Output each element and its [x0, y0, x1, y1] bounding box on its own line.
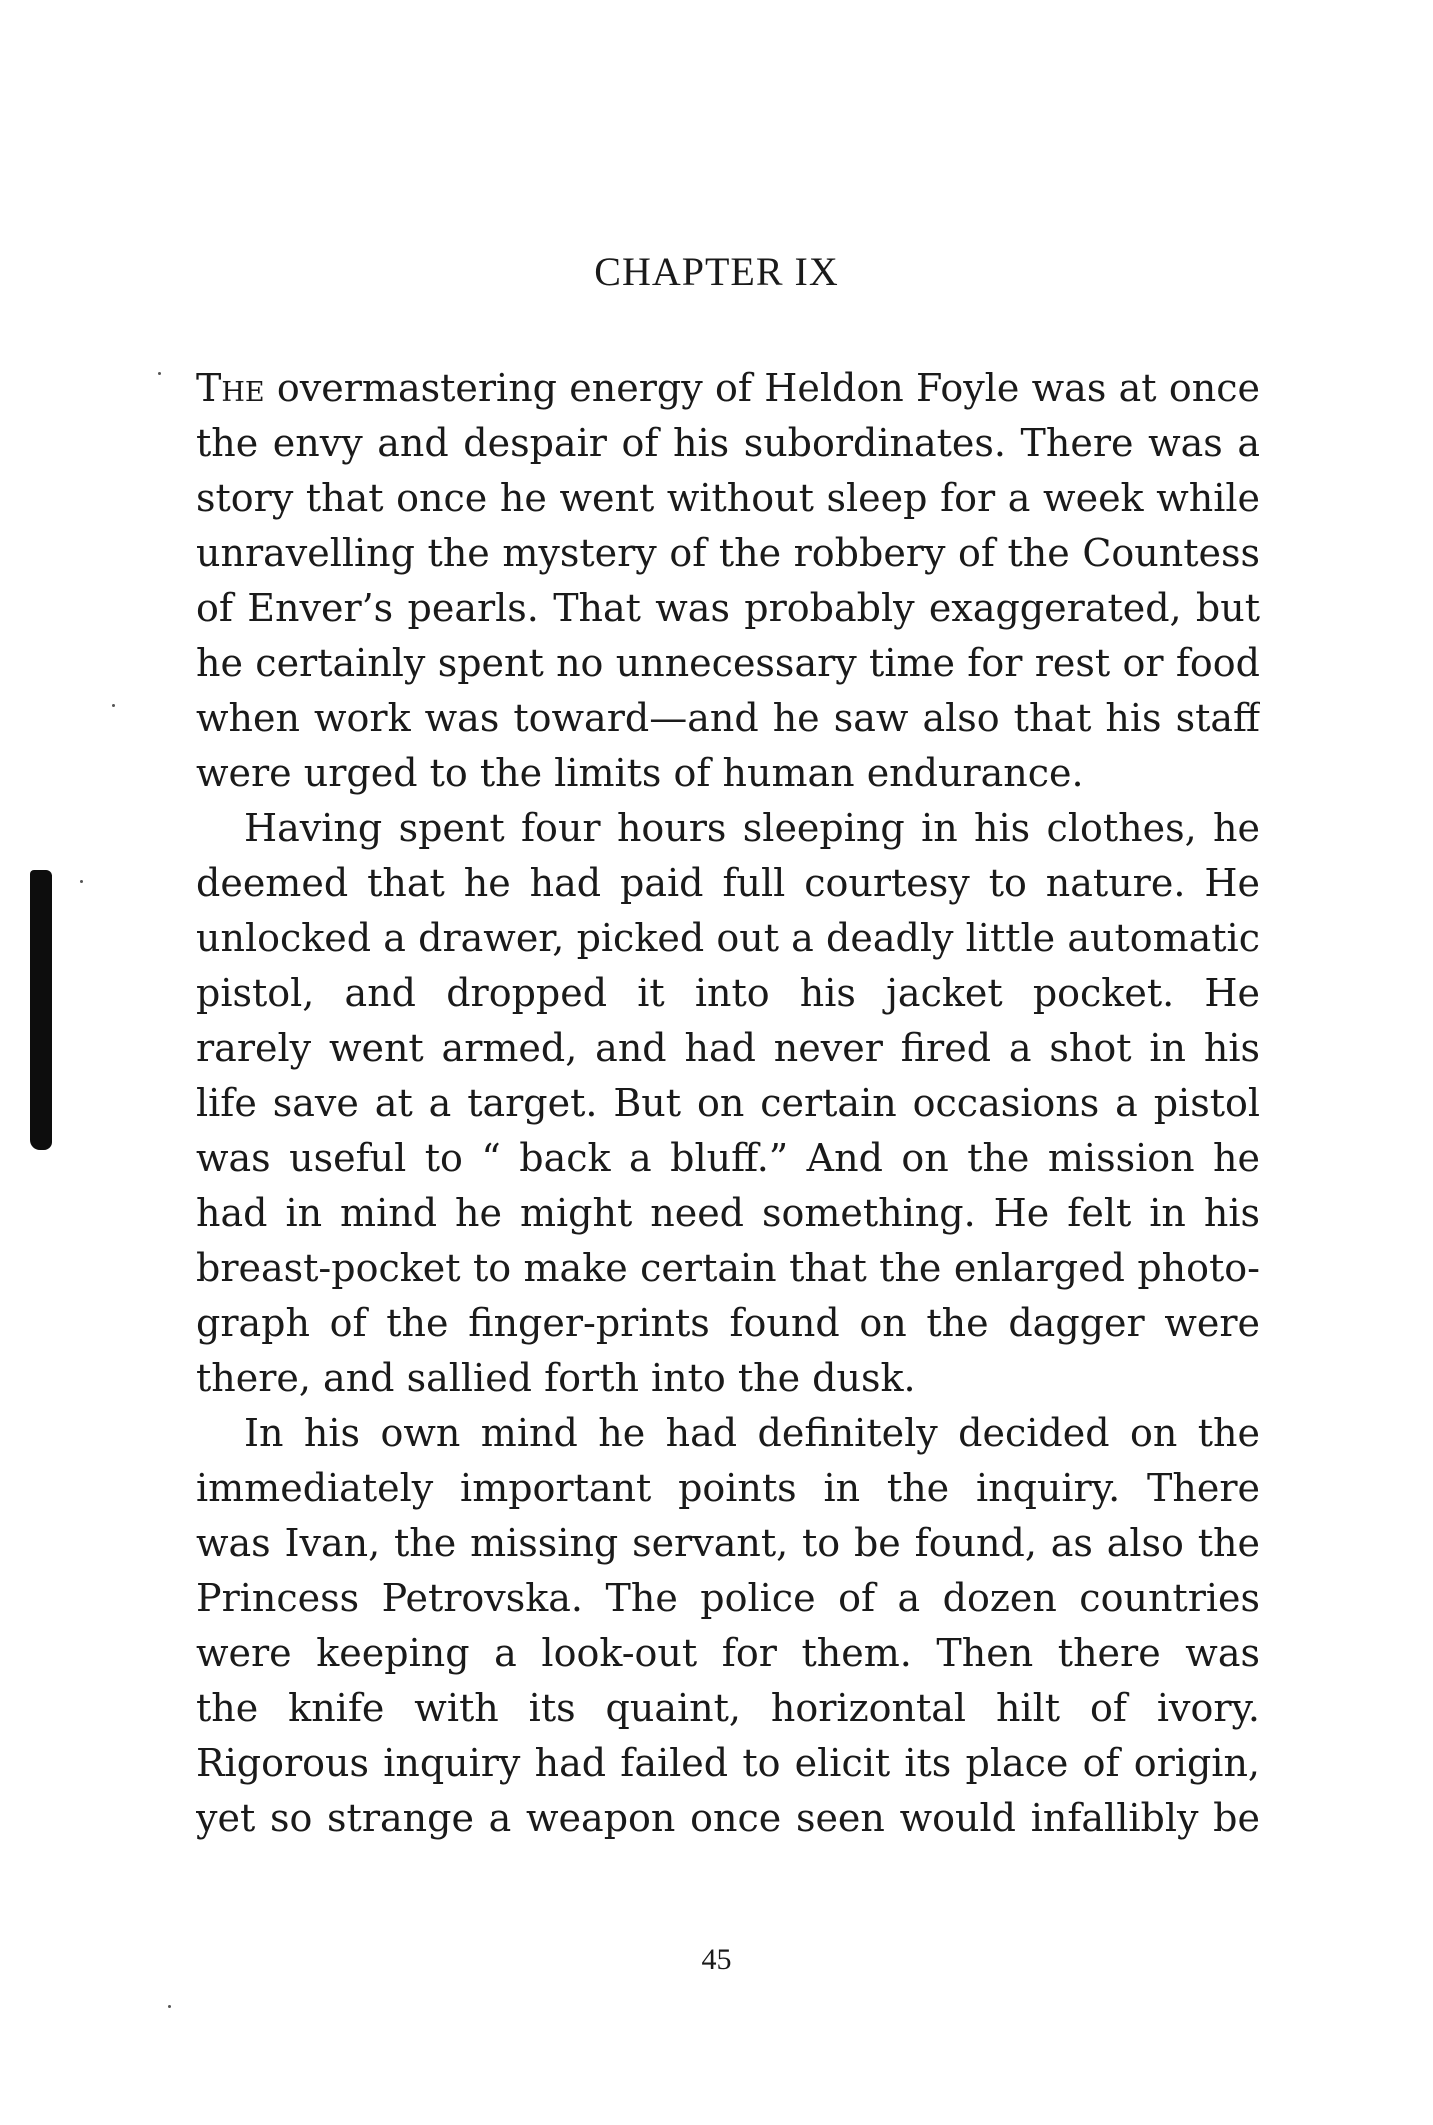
page-number: 45 — [701, 1943, 732, 1976]
text-line: had in mind he might need something. He felt in his — [196, 1191, 1260, 1235]
text-line: Princess Petrovska. The police of a dozen countries — [196, 1576, 1260, 1620]
text-line: was useful to “ back a bluff.” And on the mission he — [196, 1136, 1260, 1180]
scan-speck — [158, 372, 161, 375]
text-line: breast-pocket to make certain that the enlarged photo- — [196, 1246, 1260, 1290]
text-line: were urged to the limits of human endurance. — [196, 751, 1084, 795]
text-line: when work was toward—and he saw also that his staff — [196, 696, 1260, 740]
text-line: was Ivan, the missing servant, to be found, as also the — [196, 1521, 1260, 1565]
text-line: life save at a target. But on certain occasions a pistol — [196, 1081, 1260, 1125]
text-line: pistol, and dropped it into his jacket pocket. He — [196, 971, 1260, 1015]
scan-artifact-mark — [30, 870, 52, 1150]
text-line: there, and sallied forth into the dusk. — [196, 1356, 916, 1400]
text-line: In his own mind he had definitely decided on the — [244, 1411, 1260, 1455]
text-line: the envy and despair of his subordinates. There was a — [196, 421, 1260, 465]
scan-speck — [112, 704, 115, 707]
text-line: he certainly spent no unnecessary time for rest or food — [196, 641, 1260, 685]
scan-speck — [168, 2005, 171, 2008]
text-line: of Enver’s pearls. That was probably exaggerated, but — [196, 586, 1260, 630]
text-line: rarely went armed, and had never fired a shot in his — [196, 1026, 1260, 1070]
text-line — [196, 361, 1260, 416]
text-line: unlocked a drawer, picked out a deadly little automatic — [196, 916, 1260, 960]
text-line: were keeping a look-out for them. Then there was — [196, 1631, 1260, 1675]
chapter-heading: CHAPTER IX — [594, 249, 839, 294]
text-line: unravelling the mystery of the robbery of the Countess — [196, 531, 1260, 575]
text-line-content: overmastering energy of Heldon Foyle was at once — [264, 366, 1260, 410]
scan-speck — [80, 880, 83, 883]
text-line: the knife with its quaint, horizontal hilt of ivory. — [196, 1686, 1260, 1730]
text-line: Rigorous inquiry had failed to elicit its place of origin, — [196, 1741, 1260, 1785]
body-text — [196, 361, 1260, 1846]
text-line: graph of the finger-prints found on the dagger were — [196, 1301, 1260, 1345]
text-line: deemed that he had paid full courtesy to nature. He — [196, 861, 1260, 905]
text-line: yet so strange a weapon once seen would infallibly be — [196, 1796, 1260, 1840]
drop-lead-word: The — [196, 366, 265, 410]
text-line: story that once he went without sleep for a week while — [196, 476, 1260, 520]
text-line: Having spent four hours sleeping in his clothes, he — [244, 806, 1260, 850]
text-line: immediately important points in the inquiry. There — [196, 1466, 1260, 1510]
